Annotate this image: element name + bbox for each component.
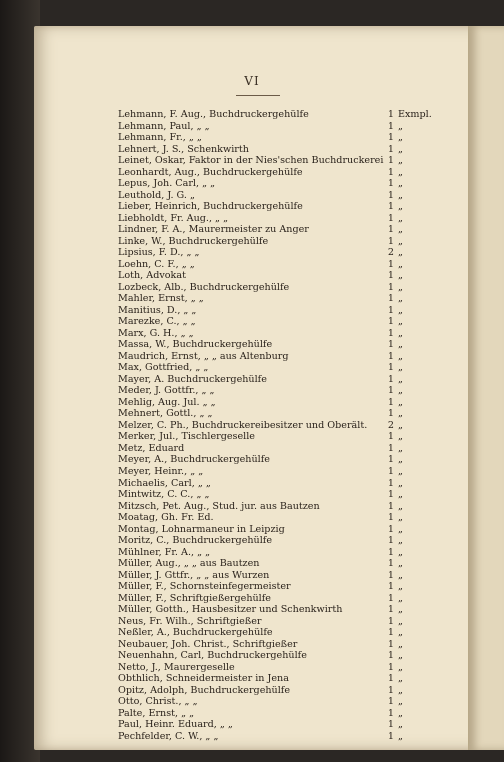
list-item	[118, 547, 504, 559]
copy-count: 1	[387, 373, 394, 385]
copy-count: 1	[387, 696, 394, 708]
copy-count: 1	[387, 178, 394, 190]
list-item	[118, 259, 504, 271]
list-item	[118, 639, 504, 651]
copy-count: 1	[387, 592, 394, 604]
copy-unit: „	[398, 431, 403, 443]
subscriber-name: Mühlner, Fr. A., „ „	[118, 546, 211, 558]
list-item	[118, 190, 504, 202]
list-item	[118, 293, 504, 305]
subscriber-name: Lehmann, Paul, „ „	[118, 120, 210, 132]
subscriber-name: Neus, Fr. Wilh., Schriftgießer	[118, 615, 262, 627]
list-item	[118, 316, 504, 328]
copy-unit: „	[398, 189, 403, 201]
copy-count: 1	[387, 730, 394, 742]
subscriber-name: Moritz, C., Buchdruckergehülfe	[118, 535, 273, 547]
list-item	[118, 328, 504, 340]
copy-count: 1	[387, 201, 394, 213]
copy-count: 1	[387, 581, 394, 593]
list-item	[118, 109, 504, 121]
list-item	[118, 224, 504, 236]
list-item	[118, 708, 504, 720]
list-item	[118, 443, 504, 455]
copy-unit: „	[398, 661, 403, 673]
copy-unit: „	[398, 615, 403, 627]
subscriber-name: Maudrich, Ernst, „ „ aus Altenburg	[118, 350, 289, 362]
list-item	[118, 213, 504, 225]
list-item	[118, 558, 504, 570]
copy-unit: „	[398, 201, 403, 213]
list-item	[118, 362, 504, 374]
subscriber-name: Loth, Advokat	[118, 270, 186, 282]
copy-unit: „	[398, 304, 403, 316]
list-item	[118, 431, 504, 443]
copy-unit: „	[398, 350, 403, 362]
copy-count: 1	[387, 627, 394, 639]
subscriber-name: Neßler, A., Buchdruckergehülfe	[118, 627, 273, 639]
subscriber-name: Leonhardt, Aug., Buchdruckergehülfe	[118, 166, 303, 178]
subscriber-name: Netto, J., Maurergeselle	[118, 661, 235, 673]
subscriber-name: Obthlich, Schneidermeister in Jena	[118, 673, 289, 685]
subscriber-name: Meyer, Heinr., „ „	[118, 465, 204, 477]
list-item	[118, 650, 504, 662]
copy-count: 1	[387, 408, 394, 420]
subscriber-name: Palte, Ernst, „ „	[118, 707, 195, 719]
copy-count: 1	[387, 489, 394, 501]
copy-count: 1	[387, 569, 394, 581]
copy-count: 1	[387, 258, 394, 270]
list-item	[118, 719, 504, 731]
copy-unit: „	[398, 512, 403, 524]
subscriber-name: Neubauer, Joh. Christ., Schriftgießer	[118, 638, 298, 650]
list-item	[118, 627, 504, 639]
copy-count: 1	[387, 155, 394, 167]
copy-unit: „	[398, 327, 403, 339]
copy-count: 1	[387, 707, 394, 719]
copy-unit: „	[398, 730, 403, 742]
subscriber-name: Mehlig, Aug. Jul. „ „	[118, 396, 216, 408]
copy-unit: „	[398, 143, 403, 155]
copy-unit: „	[398, 558, 403, 570]
copy-count: 1	[387, 535, 394, 547]
copy-unit: „	[398, 293, 403, 305]
subscriber-name: Lehnert, J. S., Schenkwirth	[118, 143, 249, 155]
list-item	[118, 270, 504, 282]
copy-unit: „	[398, 362, 403, 374]
list-item	[118, 489, 504, 501]
copy-unit: „	[398, 696, 403, 708]
subscriber-name: Leuthold, J. G. „	[118, 189, 195, 201]
copy-unit: „	[398, 638, 403, 650]
copy-count: 1	[387, 339, 394, 351]
subscriber-name: Neuenhahn, Carl, Buchdruckergehülfe	[118, 650, 307, 662]
copy-count: 1	[387, 270, 394, 282]
list-item	[118, 351, 504, 363]
subscriber-list	[118, 109, 504, 742]
subscriber-name: Montag, Lohnarmaneur in Leipzig	[118, 523, 285, 535]
page-number-rule	[236, 95, 280, 96]
list-item	[118, 385, 504, 397]
subscriber-name: Melzer, C. Ph., Buchdruckereibesitzer und Oberält.	[118, 419, 368, 431]
subscriber-name: Loehn, C. F., „ „	[118, 258, 195, 270]
list-item	[118, 339, 504, 351]
copy-unit: „	[398, 258, 403, 270]
copy-count: 1	[387, 523, 394, 535]
subscriber-name: Moatag, Gh. Fr. Ed.	[118, 512, 214, 524]
list-item	[118, 305, 504, 317]
list-item	[118, 604, 504, 616]
list-item	[118, 478, 504, 490]
subscriber-name: Manitius, D., „ „	[118, 304, 197, 316]
subscriber-name: Max, Gottfried, „ „	[118, 362, 209, 374]
copy-count: 1	[387, 396, 394, 408]
copy-unit: „	[398, 155, 403, 167]
list-item	[118, 512, 504, 524]
list-item	[118, 501, 504, 513]
copy-count: 1	[387, 235, 394, 247]
copy-unit: „	[398, 454, 403, 466]
list-item	[118, 524, 504, 536]
list-item	[118, 731, 504, 743]
copy-unit: „	[398, 132, 403, 144]
subscriber-name: Mahler, Ernst, „ „	[118, 293, 204, 305]
copy-unit: „	[398, 166, 403, 178]
list-item	[118, 696, 504, 708]
copy-count: 1	[387, 132, 394, 144]
list-item	[118, 662, 504, 674]
copy-unit: „	[398, 408, 403, 420]
subscriber-name: Lepus, Joh. Carl, „ „	[118, 178, 216, 190]
copy-count: 1	[387, 281, 394, 293]
copy-unit: Exmpl.	[398, 109, 432, 120]
list-item	[118, 408, 504, 420]
subscriber-name: Massa, W., Buchdruckergehülfe	[118, 339, 273, 351]
copy-count: 2	[387, 419, 394, 431]
subscriber-name: Paul, Heinr. Eduard, „ „	[118, 719, 233, 731]
copy-unit: „	[398, 489, 403, 501]
subscriber-name: Meyer, A., Buchdruckergehülfe	[118, 454, 270, 466]
list-item	[118, 570, 504, 582]
subscriber-name: Metz, Eduard	[118, 442, 185, 454]
copy-count: 1	[387, 673, 394, 685]
subscriber-name: Mintwitz, C. C., „ „	[118, 489, 210, 501]
subscriber-name: Meder, J. Gottfr., „ „	[118, 385, 215, 397]
list-item	[118, 466, 504, 478]
copy-unit: „	[398, 373, 403, 385]
list-item	[118, 397, 504, 409]
copy-count: 1	[387, 166, 394, 178]
copy-count: 1	[387, 189, 394, 201]
copy-unit: „	[398, 465, 403, 477]
copy-count: 1	[387, 558, 394, 570]
subscriber-name: Mehnert, Gottl., „ „	[118, 408, 213, 420]
copy-count: 1	[387, 454, 394, 466]
subscriber-name: Otto, Christ., „ „	[118, 696, 198, 708]
copy-count: 1	[387, 604, 394, 616]
list-item	[118, 144, 504, 156]
copy-count: 1	[387, 477, 394, 489]
list-item	[118, 236, 504, 248]
copy-count: 1	[387, 293, 394, 305]
copy-count: 1	[387, 684, 394, 696]
copy-unit: „	[398, 523, 403, 535]
list-item	[118, 685, 504, 697]
copy-count: 1	[387, 442, 394, 454]
copy-unit: „	[398, 281, 403, 293]
subscriber-name: Müller, Aug., „ „ aus Bautzen	[118, 558, 260, 570]
subscriber-name: Lipsius, F. D., „ „	[118, 247, 200, 259]
copy-unit: „	[398, 684, 403, 696]
copy-count: 1	[387, 304, 394, 316]
copy-unit: „	[398, 535, 403, 547]
copy-count: 1	[387, 465, 394, 477]
copy-unit: „	[398, 270, 403, 282]
copy-count: 1	[387, 431, 394, 443]
copy-count: 1	[387, 661, 394, 673]
subscriber-name: Leinet, Oskar, Faktor in der Nies'schen Buchdruckerei	[118, 155, 384, 167]
copy-unit: „	[398, 224, 403, 236]
subscriber-name: Marx, G. H., „ „	[118, 327, 194, 339]
list-item	[118, 420, 504, 432]
subscriber-name: Michaelis, Carl, „ „	[118, 477, 211, 489]
copy-unit: „	[398, 442, 403, 454]
subscriber-name: Pechfelder, C. W., „ „	[118, 730, 219, 742]
copy-count: 1	[387, 212, 394, 224]
copy-unit: „	[398, 500, 403, 512]
list-item	[118, 616, 504, 628]
list-item	[118, 155, 504, 167]
subscriber-name: Opitz, Adolph, Buchdruckergehülfe	[118, 684, 291, 696]
list-item	[118, 454, 504, 466]
list-item	[118, 581, 504, 593]
subscriber-name: Mitzsch, Pet. Aug., Stud. jur. aus Bautzen	[118, 500, 320, 512]
copy-unit: „	[398, 673, 403, 685]
copy-count: 1	[387, 719, 394, 731]
list-item	[118, 121, 504, 133]
copy-unit: „	[398, 120, 403, 132]
list-item	[118, 201, 504, 213]
copy-unit: „	[398, 339, 403, 351]
copy-unit: „	[398, 546, 403, 558]
copy-count: 1	[387, 350, 394, 362]
subscriber-name: Lehmann, Fr., „ „	[118, 132, 202, 144]
subscriber-name: Merker, Jul., Tischlergeselle	[118, 431, 255, 443]
copy-count: 1	[387, 638, 394, 650]
copy-unit: „	[398, 569, 403, 581]
copy-count: 1	[387, 615, 394, 627]
copy-unit: „	[398, 419, 403, 431]
copy-count: 1	[387, 120, 394, 132]
copy-unit: „	[398, 592, 403, 604]
copy-unit: „	[398, 477, 403, 489]
list-item	[118, 593, 504, 605]
copy-count: 1	[387, 500, 394, 512]
copy-unit: „	[398, 604, 403, 616]
subscriber-name: Liebholdt, Fr. Aug., „ „	[118, 212, 229, 224]
page-number: VI	[244, 74, 260, 88]
subscriber-name: Marezke, C., „ „	[118, 316, 196, 328]
copy-count: 1	[387, 327, 394, 339]
subscriber-name: Linke, W., Buchdruckergehülfe	[118, 235, 269, 247]
copy-unit: „	[398, 316, 403, 328]
copy-unit: „	[398, 385, 403, 397]
subscriber-name: Lozbeck, Alb., Buchdruckergehülfe	[118, 281, 290, 293]
subscriber-name: Lehmann, F. Aug., Buchdruckergehülfe	[118, 109, 309, 120]
copy-unit: „	[398, 235, 403, 247]
list-item	[118, 535, 504, 547]
copy-count: 1	[387, 224, 394, 236]
copy-count: 1	[387, 512, 394, 524]
list-item	[118, 247, 504, 259]
copy-unit: „	[398, 396, 403, 408]
copy-unit: „	[398, 247, 403, 259]
list-item	[118, 374, 504, 386]
copy-unit: „	[398, 212, 403, 224]
copy-count: 1	[387, 143, 394, 155]
copy-count: 1	[387, 650, 394, 662]
copy-unit: „	[398, 650, 403, 662]
subscriber-name: Mayer, A. Buchdruckergehülfe	[118, 373, 267, 385]
copy-count: 1	[387, 109, 394, 120]
copy-count: 1	[387, 362, 394, 374]
subscriber-name: Lindner, F. A., Maurermeister zu Anger	[118, 224, 309, 236]
copy-unit: „	[398, 627, 403, 639]
copy-unit: „	[398, 178, 403, 190]
copy-count: 2	[387, 247, 394, 259]
list-item	[118, 132, 504, 144]
list-item	[118, 282, 504, 294]
copy-count: 1	[387, 316, 394, 328]
subscriber-name: Müller, F., Schriftgießergehülfe	[118, 592, 271, 604]
copy-unit: „	[398, 707, 403, 719]
copy-unit: „	[398, 581, 403, 593]
list-item	[118, 167, 504, 179]
subscriber-name: Müller, J. Gttfr., „ „ aus Wurzen	[118, 569, 270, 581]
copy-unit: „	[398, 719, 403, 731]
subscriber-name: Müller, F., Schornsteinfegermeister	[118, 581, 291, 593]
copy-count: 1	[387, 385, 394, 397]
list-item	[118, 673, 504, 685]
copy-count: 1	[387, 546, 394, 558]
list-item	[118, 178, 504, 190]
subscriber-name: Müller, Gotth., Hausbesitzer und Schenkwirth	[118, 604, 343, 616]
subscriber-name: Lieber, Heinrich, Buchdruckergehülfe	[118, 201, 303, 213]
